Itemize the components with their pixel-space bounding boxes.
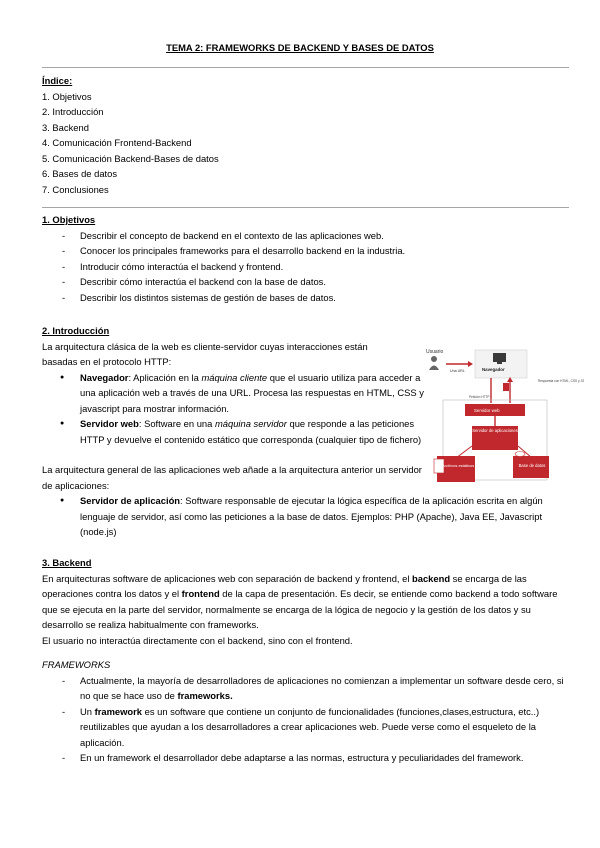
diagram-app-server-label: Servidor de aplicaciones [472,428,518,433]
text: : Software responsable de ejecutar la lógica específica de la aplicación escrita en algún lenguaje de servidor, así como las peticiones a la base de datos. Ejemplos: PHP (Apache), Java EE, Javascript (node.js) [80,495,543,537]
text: que responde a las peticiones HTTP y devuelve el contenido estático que corresponda (cualquier tipo de fichero) [80,418,422,445]
objetivos-heading: 1. Objetivos [42,214,96,225]
term: Navegador [80,371,129,383]
backend-paragraph [42,571,569,633]
list-item [42,673,569,704]
diagram-web-server-label: Servidor web [474,408,500,413]
diagram-url-label: Una URL [450,369,465,373]
intro-bullets-2 [42,493,569,540]
bold-term: frameworks. [177,690,233,701]
index-item: 7. Conclusiones [42,183,109,195]
index-item: 3. Backend [42,121,89,133]
introduccion-heading: 2. Introducción [42,325,110,336]
text: es un software que contiene un conjunto de funcionalidades (funciones,clases,estructura, etc..) reutilizables que ayudan a los desarrolladores a crear aplicaciones web. Puede verse como el esqueleto de la aplicación. [80,705,540,748]
backend-heading: 3. Backend [42,557,92,568]
diagram-files-label: Archivos estáticos [442,463,475,468]
spacer [42,648,569,657]
db-label-box [516,463,548,477]
diagram-db-label: Base de datos [518,463,546,468]
index-item: 5. Comunicación Backend-Bases de datos [42,152,219,164]
text: : Software en una [138,418,215,429]
index-item: 4. Comunicación Frontend-Backend [42,137,192,148]
frameworks-italic: FRAMEWORKS [42,659,111,670]
index-section [42,73,562,197]
index-item: 2. Introducción [42,106,104,117]
user-icon [429,356,439,370]
diagram-browser-label: Navegador [482,367,505,372]
intro-bullets [42,370,427,448]
arrow-head [468,361,473,367]
list-item: - Describir cómo interactúa el backend con la base de datos. [42,274,569,290]
emphasis: máquina servidor [214,418,287,429]
text: En arquitecturas software de aplicaciones web con separación de backend y frontend, el [42,572,413,584]
backend-paragraph-2: El usuario no interactúa directamente con el backend, sino con el frontend. [42,634,353,646]
diagram-user-label: Usuario [426,349,444,355]
architecture-diagram [420,346,585,484]
list-item: - Describir los distintos sistemas de gestión de bases de datos. [42,290,569,306]
frameworks-list [42,673,569,766]
list-item [42,370,427,417]
list-item: - Introducir cómo interactúa el backend y frontend. [42,259,569,275]
list-item: - Describir el concepto de backend en el contexto de las aplicaciones web. [42,228,569,244]
index-item: 1. Objetivos [42,90,92,102]
emphasis: máquina cliente [201,371,268,383]
intro-paragraph: La arquitectura clásica de la web es cliente-servidor cuyas interacciones están basadas en el protocolo HTTP: [42,340,368,367]
text: Un [80,705,95,717]
app-server-label-box [472,428,518,450]
text: de la capa de presentación. Es decir, se entiende como backend a todo software que se ejecuta en la parte del servidor, normalmente se encarga de la lógica de negocio y la gestión de los datos y su desarrollo se realiza habitualmente con frameworks. [42,588,558,630]
list-item [42,493,569,540]
file-icon [503,383,509,391]
bold-term: backend [412,572,451,584]
text: se encarga de las operaciones contra los datos y el [42,572,527,599]
list-item [42,704,569,751]
bold-term: framework [94,705,143,717]
app-server-list [42,493,569,540]
list-item [42,416,427,447]
term: Servidor de aplicación [80,495,181,506]
objetivos-list [42,228,569,306]
text: Actualmente, la mayoría de desarrolladores de aplicaciones no comienzan a implementar un software desde cero, si no que se hace uso de [80,674,564,701]
introduccion-section [42,323,427,447]
backend-section [42,555,569,766]
list-item: - Conocer los principales frameworks para el desarrollo backend en la industria. [42,243,569,259]
divider [42,67,569,68]
files-label-box [442,463,476,481]
list-item: - En un framework el desarrollador debe adaptarse a las normas, estructura y peculiaridades del framework. [42,750,569,766]
diagram-response-label: Respuesta con HTML, CSS y JS [538,379,585,383]
document-title: TEMA 2: FRAMEWORKS DE BACKEND Y BASES DE DATOS [166,42,434,53]
divider [42,207,569,208]
text: : Aplicación en la [128,371,202,383]
frameworks-label [42,657,569,673]
term: Servidor web [80,418,139,429]
index-item: 6. Bases de datos [42,168,118,179]
bold-term: frontend [181,588,220,599]
diagram-request-label: Petición HTTP [469,395,490,399]
index-heading: Índice: [42,75,73,86]
objetivos-section [42,212,569,305]
intro-paragraph-2: La arquitectura general de las aplicaciones web añade a la arquitectura anterior un servidor de aplicaciones: [42,464,422,491]
text: que el usuario utiliza para acceder a una aplicación web a través de una URL. Procesa las respuestas en HTML, CSS y javascript para mostrar información. [80,371,424,414]
